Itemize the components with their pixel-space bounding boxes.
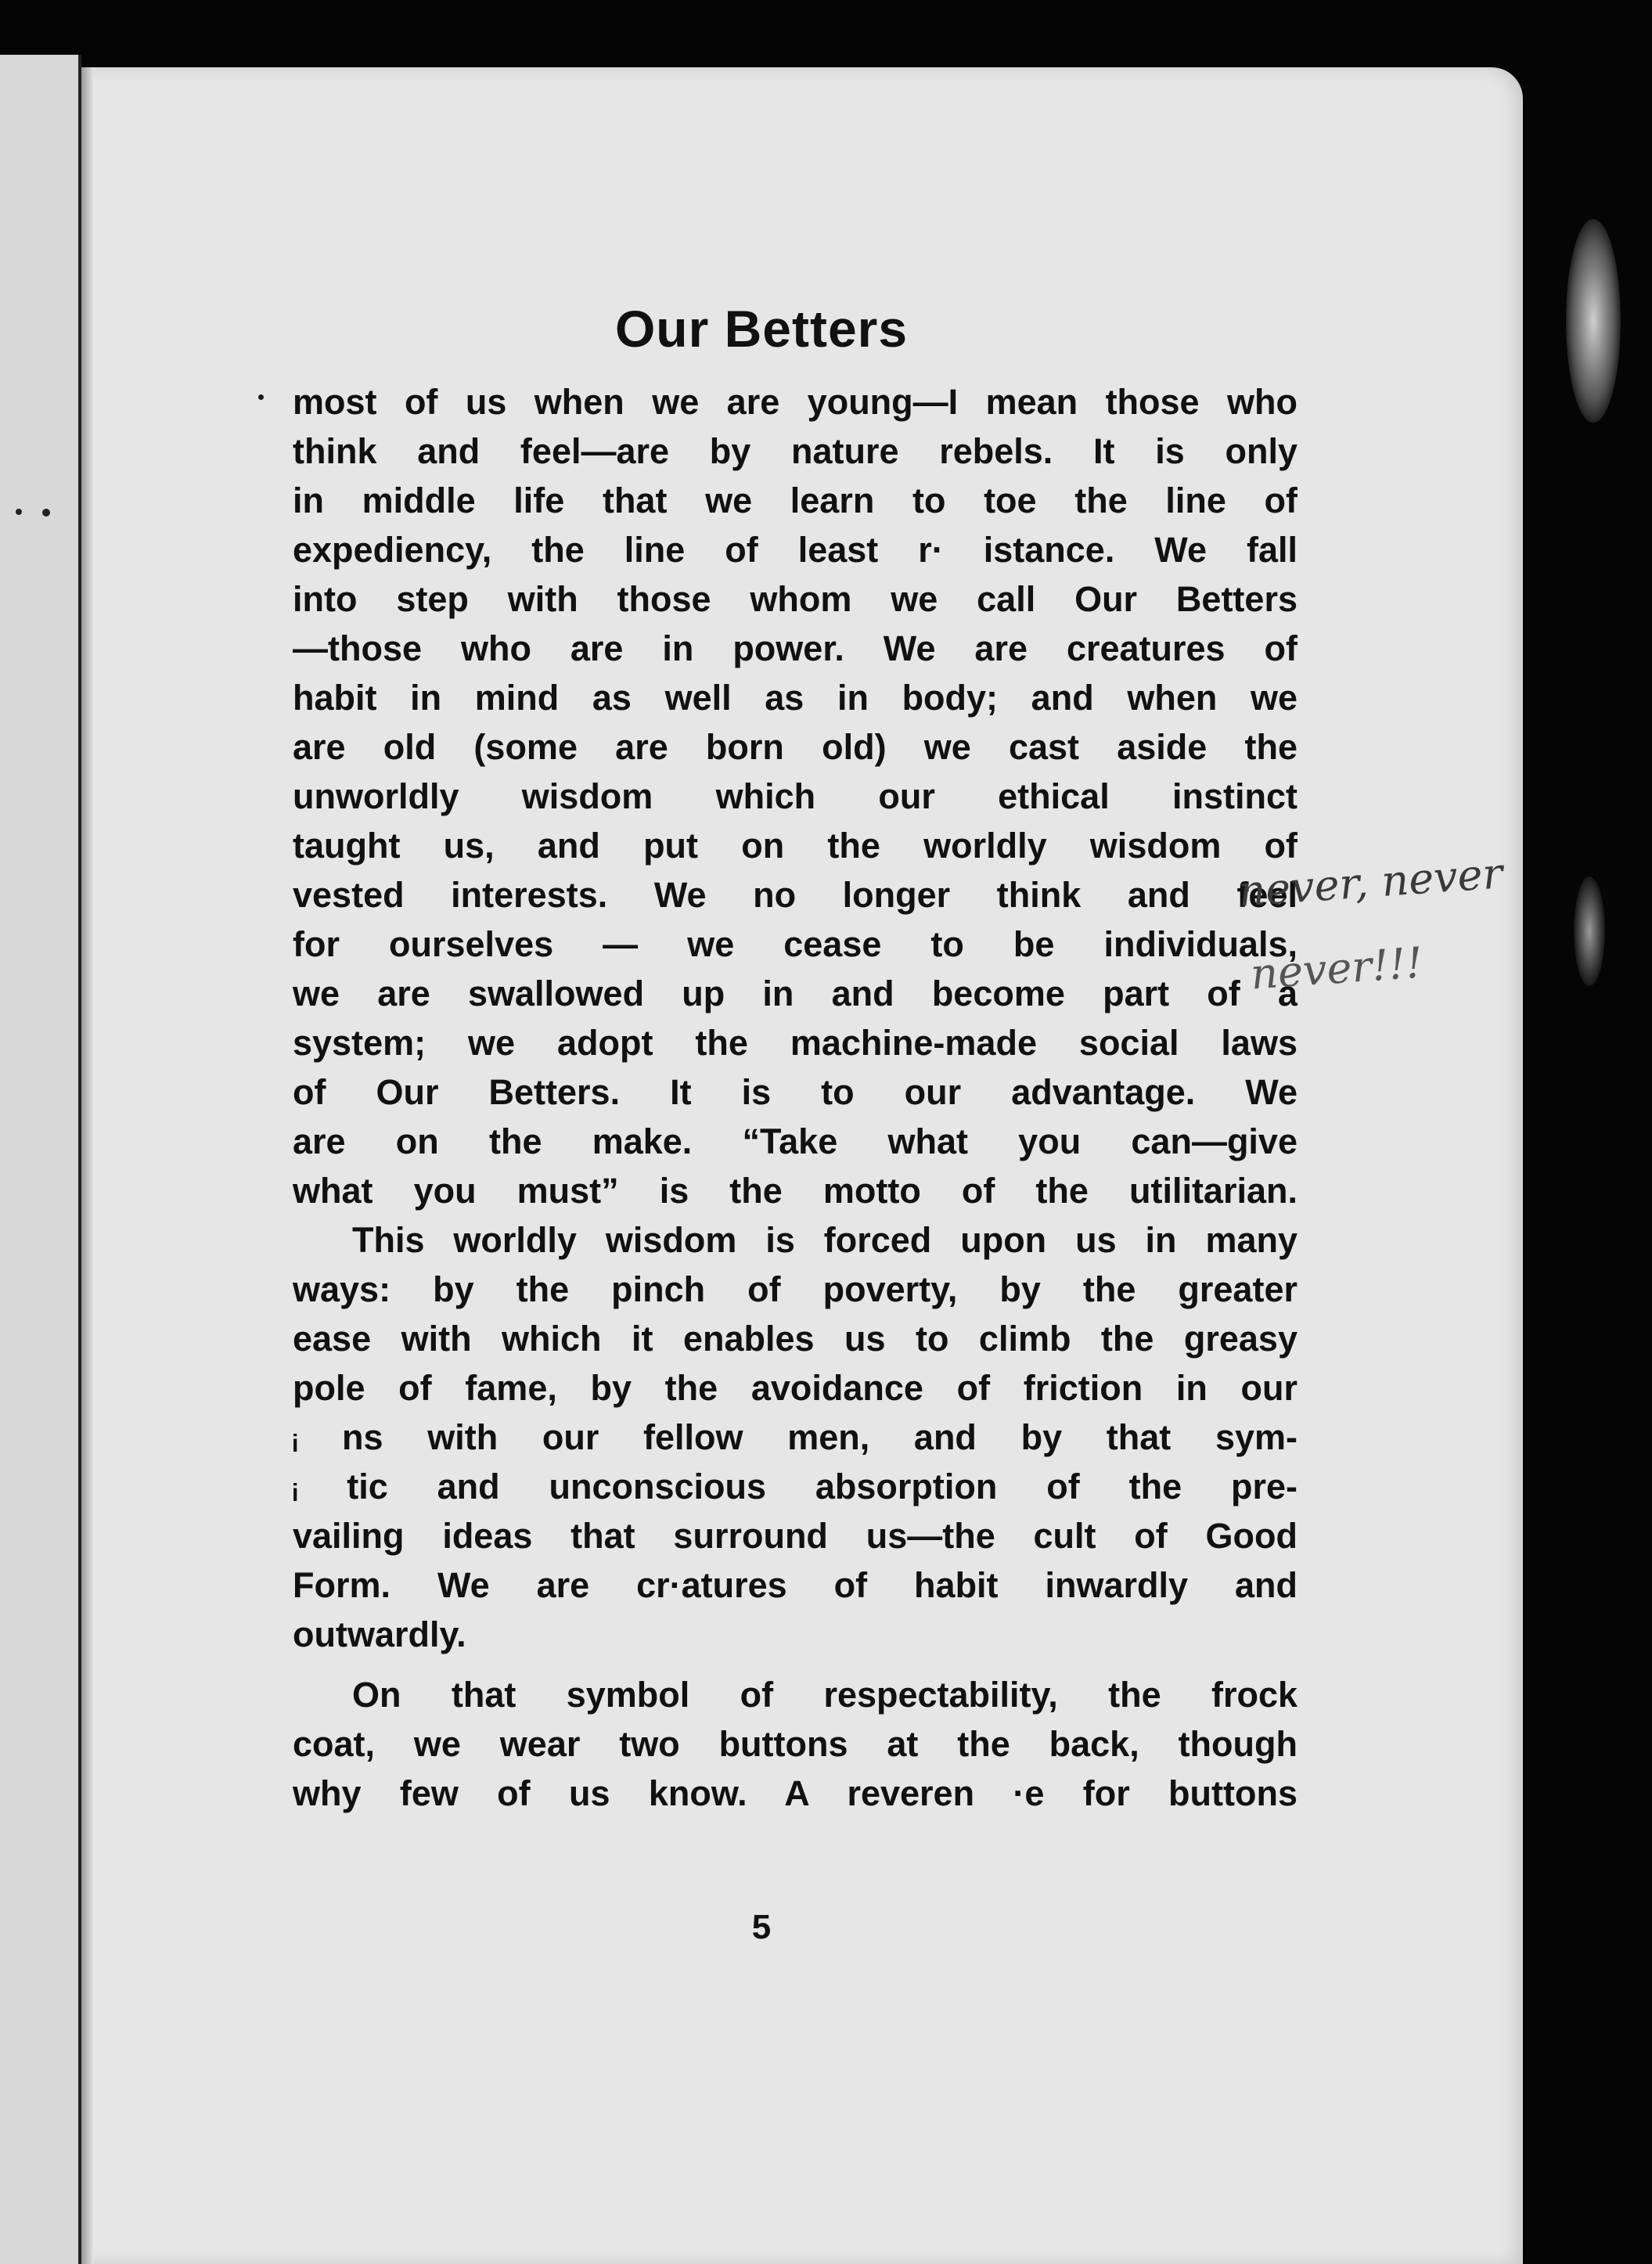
text-line: ease with which it enables us to climb the greasy [293, 1319, 1297, 1359]
text-line: system; we adopt the machine-made social laws [293, 1023, 1297, 1063]
text-line: in middle life that we learn to toe the line of [293, 481, 1297, 520]
text-line: unworldly wisdom which our ethical instinct [293, 776, 1297, 816]
text-line: ᵢ ns with our fellow men, and by that sym- [293, 1417, 1297, 1457]
text-line: for ourselves — we cease to be individuals, [293, 924, 1297, 964]
text-line: ways: by the pinch of poverty, by the greater [293, 1269, 1297, 1309]
page-number: 5 [751, 1908, 772, 1946]
text-line: —those who are in power. We are creatures of [293, 628, 1297, 668]
handwritten-annotation: never!!! [1249, 938, 1425, 999]
background-edge [1523, 0, 1652, 2264]
paragraph-gap [293, 1659, 1297, 1670]
text-line: what you must” is the motto of the utilitarian. [293, 1171, 1297, 1211]
handwritten-annotation: never, never [1236, 848, 1505, 916]
text-line: into step with those whom we call Our Betters [293, 579, 1297, 619]
text-line: This worldly wisdom is forced upon us in many [352, 1220, 1297, 1260]
text-line: taught us, and put on the worldly wisdom of [293, 826, 1297, 866]
running-head: Our Betters [614, 300, 909, 358]
left-facing-page-edge [0, 55, 81, 2264]
text-line: vailing ideas that surround us—the cult of Good [293, 1516, 1297, 1556]
text-line: Form. We are cr·atures of habit inwardly and [293, 1565, 1297, 1605]
text-line: habit in mind as well as in body; and when we [293, 678, 1297, 718]
text-line: vested interests. We no longer think and feel [293, 875, 1297, 915]
text-line: On that symbol of respectability, the frock [352, 1675, 1297, 1715]
book-page [81, 67, 1523, 2264]
light-glare [1566, 219, 1621, 423]
body-text [293, 377, 1297, 1818]
text-line: of Our Betters. It is to our advantage. We [293, 1072, 1297, 1112]
margin-speck [42, 509, 50, 517]
page-speck [258, 394, 264, 400]
text-line: are old (some are born old) we cast aside the [293, 727, 1297, 767]
text-line: coat, we wear two buttons at the back, though [293, 1724, 1297, 1764]
text-line: most of us when we are young—I mean those who [293, 382, 1297, 422]
text-line: expediency, the line of least r· istance. We fall [293, 530, 1297, 570]
text-line: we are swallowed up in and become part of a [293, 974, 1297, 1013]
text-line: outwardly. [293, 1614, 466, 1654]
light-glare [1574, 876, 1605, 986]
text-line: think and feel—are by nature rebels. It is only [293, 431, 1297, 471]
margin-speck [16, 509, 22, 515]
text-line: are on the make. “Take what you can—give [293, 1121, 1297, 1161]
text-line: ᵢ tic and unconscious absorption of the pre- [293, 1467, 1297, 1506]
text-line: pole of fame, by the avoidance of friction in our [293, 1368, 1297, 1408]
text-line: why few of us know. A reveren ·e for buttons [293, 1773, 1297, 1813]
